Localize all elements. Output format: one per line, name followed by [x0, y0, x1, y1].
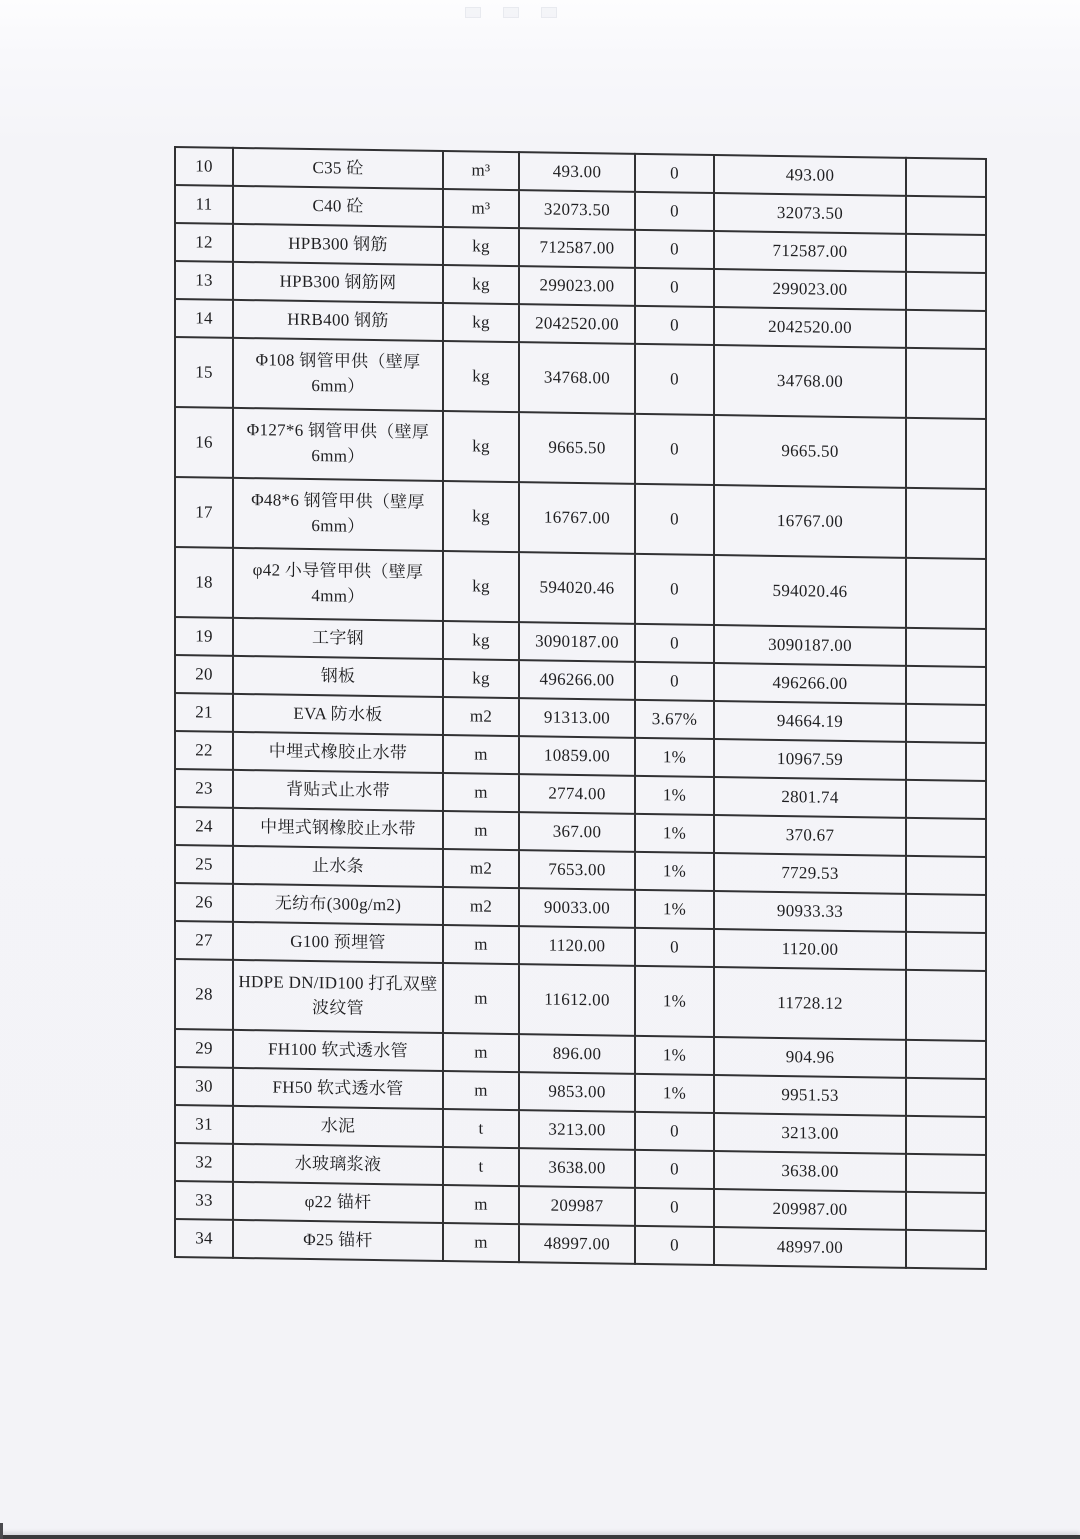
quantity-cell: 493.00 — [519, 152, 635, 192]
quantity-cell: 2042520.00 — [519, 304, 635, 344]
quantity-cell: 496266.00 — [519, 660, 635, 700]
quantity-cell: 90033.00 — [519, 888, 635, 928]
row-number-cell: 16 — [175, 407, 233, 478]
material-name-cell: HRB400 钢筋 — [233, 300, 443, 341]
empty-cell — [906, 234, 986, 273]
quantity-cell: 712587.00 — [519, 228, 635, 268]
loss-rate-cell: 0 — [635, 1112, 714, 1151]
empty-cell — [906, 894, 986, 933]
loss-rate-cell: 0 — [635, 268, 714, 307]
loss-rate-cell: 1% — [635, 966, 714, 1037]
material-name-cell: φ42 小导管甲供（壁厚4mm） — [233, 548, 443, 621]
materials-table-wrap — [174, 146, 986, 1270]
loss-rate-cell: 1% — [635, 776, 714, 815]
material-name-cell: C40 砼 — [233, 186, 443, 227]
material-name-cell: FH50 软式透水管 — [233, 1068, 443, 1109]
row-number-cell: 21 — [175, 693, 233, 732]
adjusted-quantity-cell: 90933.33 — [714, 891, 906, 932]
loss-rate-cell: 0 — [635, 192, 714, 231]
empty-cell — [906, 1154, 986, 1193]
row-number-cell: 22 — [175, 731, 233, 770]
loss-rate-cell: 0 — [635, 928, 714, 967]
unit-cell: kg — [443, 227, 519, 266]
adjusted-quantity-cell: 7729.53 — [714, 853, 906, 894]
adjusted-quantity-cell: 48997.00 — [714, 1227, 906, 1268]
quantity-cell: 594020.46 — [519, 552, 635, 624]
row-number-cell: 19 — [175, 617, 233, 656]
row-number-cell: 25 — [175, 845, 233, 884]
loss-rate-cell: 0 — [635, 154, 714, 193]
empty-cell — [906, 418, 986, 489]
quantity-cell: 91313.00 — [519, 698, 635, 738]
unit-cell: t — [443, 1147, 519, 1186]
unit-cell: kg — [443, 341, 519, 412]
quantity-cell: 32073.50 — [519, 190, 635, 230]
adjusted-quantity-cell: 370.67 — [714, 815, 906, 856]
quantity-cell: 9665.50 — [519, 412, 635, 484]
empty-cell — [906, 742, 986, 781]
material-name-cell: 中埋式橡胶止水带 — [233, 732, 443, 773]
loss-rate-cell: 3.67% — [635, 700, 714, 739]
empty-cell — [906, 780, 986, 819]
empty-cell — [906, 818, 986, 857]
row-number-cell: 34 — [175, 1219, 233, 1258]
unit-cell: m — [443, 773, 519, 812]
empty-cell — [906, 704, 986, 743]
adjusted-quantity-cell: 16767.00 — [714, 485, 906, 558]
material-name-cell: FH100 软式透水管 — [233, 1030, 443, 1071]
adjusted-quantity-cell: 299023.00 — [714, 269, 906, 310]
material-row — [175, 547, 986, 629]
unit-cell: kg — [443, 481, 519, 552]
adjusted-quantity-cell: 209987.00 — [714, 1189, 906, 1230]
loss-rate-cell: 0 — [635, 1150, 714, 1189]
loss-rate-cell: 0 — [635, 306, 714, 345]
scan-bottom-edge — [0, 1535, 1080, 1539]
empty-cell — [906, 666, 986, 705]
material-name-cell: Φ108 钢管甲供（壁厚6mm） — [233, 338, 443, 411]
quantity-cell: 896.00 — [519, 1034, 635, 1074]
unit-cell: m — [443, 963, 519, 1034]
adjusted-quantity-cell: 904.96 — [714, 1037, 906, 1078]
adjusted-quantity-cell: 1120.00 — [714, 929, 906, 970]
unit-cell: kg — [443, 659, 519, 698]
adjusted-quantity-cell: 94664.19 — [714, 701, 906, 742]
quantity-cell: 3638.00 — [519, 1148, 635, 1188]
loss-rate-cell: 1% — [635, 1074, 714, 1113]
empty-cell — [906, 1230, 986, 1269]
material-name-cell: 背贴式止水带 — [233, 770, 443, 811]
empty-cell — [906, 1040, 986, 1079]
row-number-cell: 30 — [175, 1067, 233, 1106]
materials-table — [174, 146, 987, 1270]
unit-cell: m³ — [443, 189, 519, 228]
scan-corner-artifact — [0, 1523, 3, 1539]
empty-cell — [906, 628, 986, 667]
empty-cell — [906, 970, 986, 1041]
material-name-cell: 水玻璃浆液 — [233, 1144, 443, 1185]
material-name-cell: Φ48*6 钢管甲供（壁厚6mm） — [233, 478, 443, 551]
empty-cell — [906, 558, 986, 629]
quantity-cell: 11612.00 — [519, 964, 635, 1036]
loss-rate-cell: 1% — [635, 890, 714, 929]
row-number-cell: 14 — [175, 299, 233, 338]
empty-cell — [906, 158, 986, 197]
empty-cell — [906, 348, 986, 419]
row-number-cell: 29 — [175, 1029, 233, 1068]
row-number-cell: 27 — [175, 921, 233, 960]
adjusted-quantity-cell: 34768.00 — [714, 345, 906, 418]
row-number-cell: 11 — [175, 185, 233, 224]
quantity-cell: 367.00 — [519, 812, 635, 852]
adjusted-quantity-cell: 3090187.00 — [714, 625, 906, 666]
row-number-cell: 31 — [175, 1105, 233, 1144]
adjusted-quantity-cell: 594020.46 — [714, 555, 906, 628]
material-name-cell: HPB300 钢筋网 — [233, 262, 443, 303]
empty-cell — [906, 488, 986, 559]
material-name-cell: HPB300 钢筋 — [233, 224, 443, 265]
unit-cell: kg — [443, 265, 519, 304]
loss-rate-cell: 1% — [635, 1036, 714, 1075]
material-name-cell: 钢板 — [233, 656, 443, 697]
adjusted-quantity-cell: 3638.00 — [714, 1151, 906, 1192]
quantity-cell: 209987 — [519, 1186, 635, 1226]
scan-artifact-mark — [541, 7, 557, 18]
loss-rate-cell: 1% — [635, 852, 714, 891]
material-name-cell: 水泥 — [233, 1106, 443, 1147]
unit-cell: m2 — [443, 887, 519, 926]
loss-rate-cell: 0 — [635, 230, 714, 269]
adjusted-quantity-cell: 3213.00 — [714, 1113, 906, 1154]
unit-cell: m — [443, 1185, 519, 1224]
unit-cell: t — [443, 1109, 519, 1148]
row-number-cell: 10 — [175, 147, 233, 186]
material-name-cell: C35 砼 — [233, 148, 443, 189]
empty-cell — [906, 932, 986, 971]
row-number-cell: 17 — [175, 477, 233, 548]
quantity-cell: 3213.00 — [519, 1110, 635, 1150]
quantity-cell: 9853.00 — [519, 1072, 635, 1112]
row-number-cell: 32 — [175, 1143, 233, 1182]
material-row — [175, 407, 986, 489]
adjusted-quantity-cell: 11728.12 — [714, 967, 906, 1040]
unit-cell: m — [443, 735, 519, 774]
unit-cell: kg — [443, 551, 519, 622]
unit-cell: kg — [443, 621, 519, 660]
row-number-cell: 33 — [175, 1181, 233, 1220]
quantity-cell: 16767.00 — [519, 482, 635, 554]
material-name-cell: Φ127*6 钢管甲供（壁厚 6mm） — [233, 408, 443, 481]
row-number-cell: 18 — [175, 547, 233, 618]
material-name-cell: 无纺布(300g/m2) — [233, 884, 443, 925]
unit-cell: m — [443, 1071, 519, 1110]
empty-cell — [906, 1192, 986, 1231]
quantity-cell: 7653.00 — [519, 850, 635, 890]
loss-rate-cell: 1% — [635, 738, 714, 777]
material-row — [175, 477, 986, 559]
unit-cell: m2 — [443, 849, 519, 888]
empty-cell — [906, 196, 986, 235]
adjusted-quantity-cell: 2042520.00 — [714, 307, 906, 348]
quantity-cell: 10859.00 — [519, 736, 635, 776]
loss-rate-cell: 1% — [635, 814, 714, 853]
unit-cell: m — [443, 1033, 519, 1072]
row-number-cell: 26 — [175, 883, 233, 922]
quantity-cell: 1120.00 — [519, 926, 635, 966]
row-number-cell: 28 — [175, 959, 233, 1030]
unit-cell: m — [443, 1223, 519, 1262]
empty-cell — [906, 1116, 986, 1155]
material-name-cell: G100 预埋管 — [233, 922, 443, 963]
material-row — [175, 337, 986, 419]
adjusted-quantity-cell: 9951.53 — [714, 1075, 906, 1116]
empty-cell — [906, 1078, 986, 1117]
loss-rate-cell: 0 — [635, 554, 714, 625]
adjusted-quantity-cell: 32073.50 — [714, 193, 906, 234]
adjusted-quantity-cell: 9665.50 — [714, 415, 906, 488]
loss-rate-cell: 0 — [635, 414, 714, 485]
row-number-cell: 13 — [175, 261, 233, 300]
row-number-cell: 24 — [175, 807, 233, 846]
loss-rate-cell: 0 — [635, 1226, 714, 1265]
quantity-cell: 299023.00 — [519, 266, 635, 306]
unit-cell: kg — [443, 303, 519, 342]
quantity-cell: 34768.00 — [519, 342, 635, 414]
empty-cell — [906, 272, 986, 311]
row-number-cell: 12 — [175, 223, 233, 262]
scan-artifact-mark — [503, 7, 519, 18]
loss-rate-cell: 0 — [635, 624, 714, 663]
material-row — [175, 959, 986, 1041]
row-number-cell: 23 — [175, 769, 233, 808]
unit-cell: kg — [443, 411, 519, 482]
loss-rate-cell: 0 — [635, 662, 714, 701]
loss-rate-cell: 0 — [635, 344, 714, 415]
row-number-cell: 15 — [175, 337, 233, 408]
quantity-cell: 3090187.00 — [519, 622, 635, 662]
adjusted-quantity-cell: 2801.74 — [714, 777, 906, 818]
material-name-cell: 工字钢 — [233, 618, 443, 659]
scan-artifact-mark — [465, 7, 481, 18]
unit-cell: m2 — [443, 697, 519, 736]
loss-rate-cell: 0 — [635, 1188, 714, 1227]
adjusted-quantity-cell: 712587.00 — [714, 231, 906, 272]
unit-cell: m — [443, 811, 519, 850]
adjusted-quantity-cell: 496266.00 — [714, 663, 906, 704]
material-name-cell: Φ25 锚杆 — [233, 1220, 443, 1261]
adjusted-quantity-cell: 10967.59 — [714, 739, 906, 780]
adjusted-quantity-cell: 493.00 — [714, 155, 906, 196]
material-name-cell: φ22 锚杆 — [233, 1182, 443, 1223]
empty-cell — [906, 856, 986, 895]
loss-rate-cell: 0 — [635, 484, 714, 555]
material-name-cell: EVA 防水板 — [233, 694, 443, 735]
unit-cell: m — [443, 925, 519, 964]
quantity-cell: 2774.00 — [519, 774, 635, 814]
material-name-cell: HDPE DN/ID100 打孔双壁波纹管 — [233, 960, 443, 1033]
materials-table-body — [175, 147, 986, 1269]
material-name-cell: 止水条 — [233, 846, 443, 887]
scan-artifact-marks — [465, 7, 585, 17]
material-name-cell: 中埋式钢橡胶止水带 — [233, 808, 443, 849]
row-number-cell: 20 — [175, 655, 233, 694]
empty-cell — [906, 310, 986, 349]
unit-cell: m³ — [443, 151, 519, 190]
quantity-cell: 48997.00 — [519, 1224, 635, 1264]
